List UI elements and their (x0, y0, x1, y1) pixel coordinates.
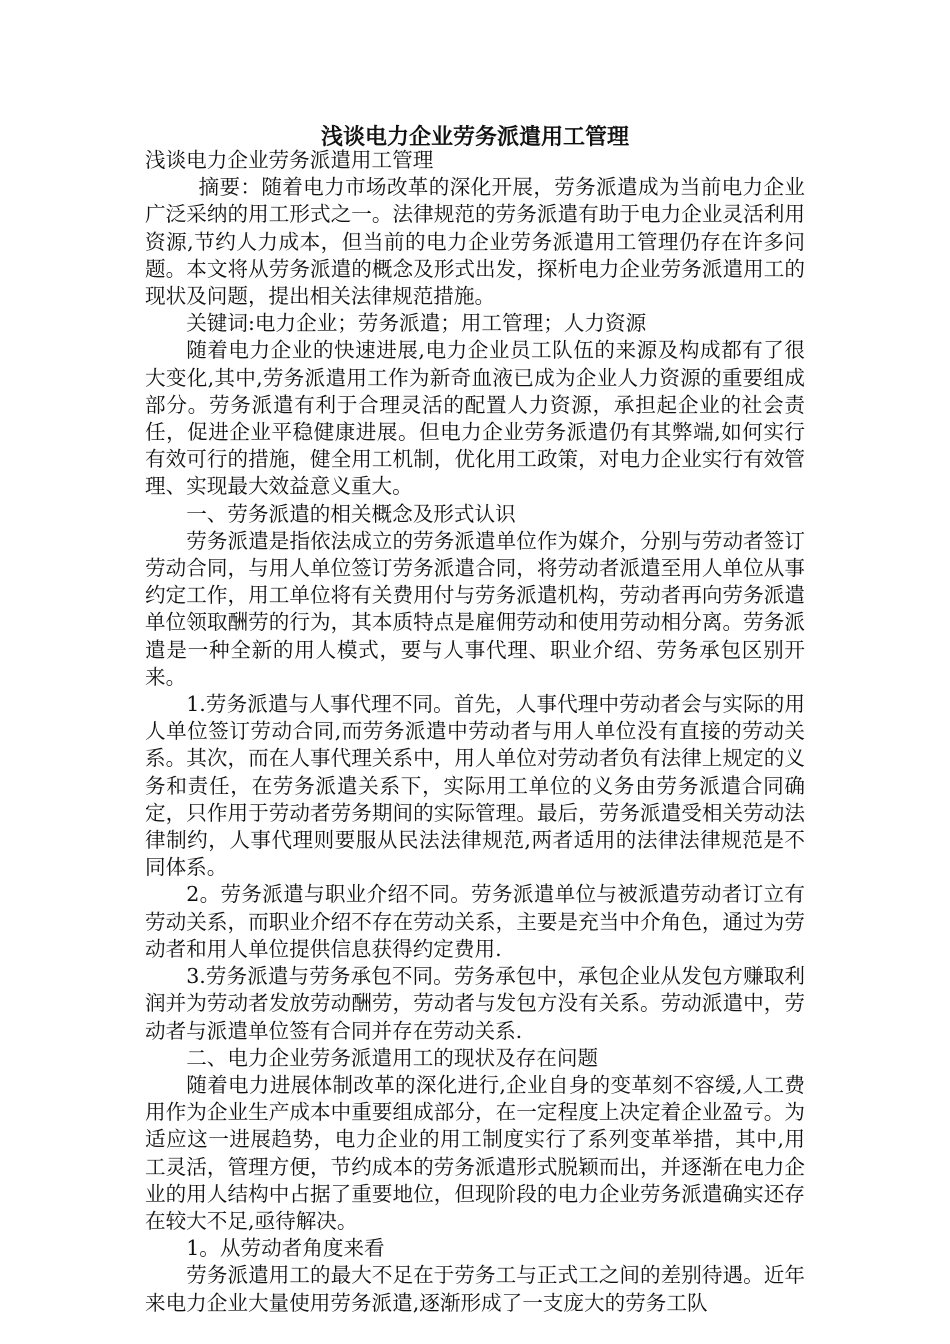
point-2-paragraph: 2。劳务派遣与职业介绍不同。劳务派遣单位与被派遣劳动者订立有劳动关系，而职业介绍不存在劳动关系，主要是充当中介角色，通过为劳动者和用人单位提供信息获得约定费用. (145, 882, 805, 961)
subheading-worker-perspective: 1。从劳动者角度来看 (186, 1236, 385, 1261)
definition-paragraph: 劳务派遣是指依法成立的劳务派遣单位作为媒介，分别与劳动者签订劳动合同，与用人单位签订劳务派遣合同，将劳动者派遣至用人单位从事约定工作，用工单位将有关费用付与劳务派遣机构，劳动者再向劳务派遣单位领取酬劳的行为，其本质特点是雇佣劳动和使用劳动相分离。劳务派遣是一种全新的用人模式，要与人事代理、职业介绍、劳务承包区别开来。 (145, 528, 805, 689)
status-paragraph: 随着电力进展体制改革的深化进行,企业自身的变革刻不容缓,人工费用作为企业生产成本中重要组成部分，在一定程度上决定着企业盈亏。为适应这一进展趋势，电力企业的用工制度实行了系列变革举措，其中,用工灵活，管理方便，节约成本的劳务派遣形式脱颖而出，并逐渐在电力企业的用人结构中占据了重要地位，但现阶段的电力企业劳务派遣确实还存在较大不足,亟待解决。 (145, 1072, 805, 1233)
subtitle-line: 浅谈电力企业劳务派遣用工管理 (145, 148, 434, 172)
section-heading-1: 一、劳务派遣的相关概念及形式认识 (186, 501, 516, 526)
point-1-paragraph: 1.劳务派遣与人事代理不同。首先，人事代理中劳动者会与实际的用人单位签订劳动合同,而劳务派遣中劳动者与用人单位没有直接的劳动关系。其次，而在人事代理关系中，用人单位对劳动者负有法律上规定的义务和责任，在劳务派遣关系下，实际用工单位的义务由劳务派遣合同确定，只作用于劳动者劳务期间的实际管理。最后，劳务派遣受相关劳动法律制约，人事代理则要服从民法法律规范,两者适用的法律法律规范是不同体系。 (145, 692, 805, 880)
worker-perspective-paragraph: 劳务派遣用工的最大不足在于劳务工与正式工之间的差别待遇。近年来电力企业大量使用劳务派遣,逐渐形成了一支庞大的劳务工队 (145, 1263, 805, 1315)
document-title: 浅谈电力企业劳务派遣用工管理 (320, 124, 629, 150)
document-body (145, 147, 805, 1317)
keywords-paragraph: 关键词:电力企业；劳务派遣；用工管理；人力资源 (186, 311, 647, 336)
point-3-paragraph: 3.劳务派遣与劳务承包不同。劳务承包中，承包企业从发包方赚取利润并为劳动者发放劳动酬劳，劳动者与发包方没有关系。劳动派遣中，劳动者与派遣单位签有合同并存在劳动关系. (145, 964, 805, 1043)
intro-paragraph: 随着电力企业的快速进展,电力企业员工队伍的来源及构成都有了很大变化,其中,劳务派遣用工作为新奇血液已成为企业人力资源的重要组成部分。劳务派遣有利于合理灵活的配置人力资源，承担起企业的社会责任，促进企业平稳健康进展。但电力企业劳务派遣仍有其弊端,如何实行有效可行的措施，健全用工机制，优化用工政策，对电力企业实行有效管理、实现最大效益意义重大。 (145, 338, 805, 499)
section-heading-2: 二、电力企业劳务派遣用工的现状及存在问题 (186, 1045, 599, 1070)
abstract-paragraph: 摘要：随着电力市场改革的深化开展，劳务派遣成为当前电力企业广泛采纳的用工形式之一。法律规范的劳务派遣有助于电力企业灵活利用资源,节约人力成本，但当前的电力企业劳务派遣用工管理仍存在许多问题。本文将从劳务派遣的概念及形式出发，探析电力企业劳务派遣用工的现状及问题，提出相关法律规范措施。 (145, 175, 805, 309)
